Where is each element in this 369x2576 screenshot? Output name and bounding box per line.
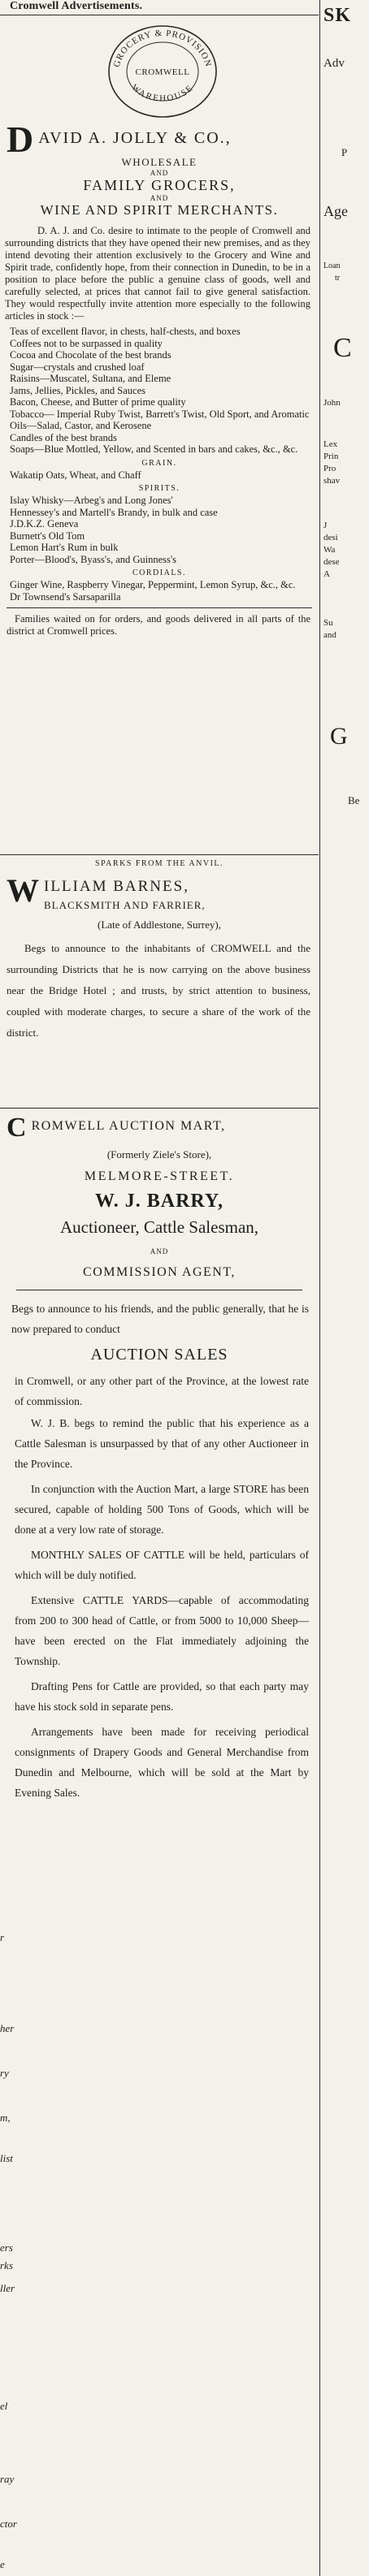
svg-text:CROMWELL: CROMWELL [135, 67, 190, 77]
cordials-heading: CORDIALS. [132, 568, 186, 577]
page-masthead: Cromwell Advertisements. [10, 0, 143, 12]
left-fragment-5: list [0, 2152, 13, 2164]
barnes-trade: BLACKSMITH AND FARRIER, [44, 899, 206, 911]
auction-p2: W. J. B. begs to remind the public that his experience as a Cattle Salesman is unsurpassed by that of any other Auctioneer in the Province. [15, 1417, 309, 1470]
left-fragment-2: her [0, 2022, 15, 2034]
separator-2 [0, 1108, 319, 1109]
jolly-wholesale: WHOLESALE [121, 156, 198, 168]
auction-p3: In conjunction with the Auction Mart, a large STORE has been secured, capable of holding 500 Tons of Goods, which will be done at a very low rate of storage. [15, 1483, 309, 1536]
item-brandy: Hennessey's and Martell's Brandy, in bulk and case [10, 506, 218, 518]
item-jams: Jams, Jellies, Pickles, and Sauces [10, 384, 145, 396]
right-fragment-sk: SK [323, 5, 352, 26]
spirits-heading: SPIRITS. [138, 484, 180, 493]
barnes-motto: SPARKS FROM THE ANVIL. [94, 859, 224, 868]
drop-cap: D [7, 119, 34, 160]
left-fragment-11: ctor [0, 2518, 17, 2530]
auction-advert [0, 1114, 319, 1803]
item-rum: Lemon Hart's Rum in bulk [10, 542, 119, 553]
barnes-origin: (Late of Addlestone, Surrey), [98, 918, 221, 931]
right-fragment-su: Su and [323, 618, 336, 640]
right-fragment-tr: tr [335, 274, 341, 283]
left-fragment-6: ers [0, 2241, 13, 2254]
barnes-body: Begs to announce to the inhabitants of CROMWELL and the surrounding Districts that he is now carrying on the above business near the Bridge Hotel ; and trusts, by strict attention to business, coupled with moderate charges, to secure a share of the work of the district. [7, 942, 310, 1039]
auction-begs: Begs to announce to his friends, and the public generally, that he is now prepared to conduct [11, 1303, 309, 1335]
left-fragment-9: el [0, 2400, 8, 2412]
left-fragment-8: ller [0, 2282, 15, 2294]
separator-1 [0, 854, 319, 855]
auction-sales: AUCTION SALES [90, 1346, 228, 1364]
item-soaps: Soaps—Blue Mottled, Yellow, and Scented in bars and cakes, &c., &c. [10, 443, 298, 455]
svg-text:GROCERY & PROVISION: GROCERY & PROVISION [111, 28, 214, 69]
right-fragment-john: John [323, 398, 341, 408]
item-tom: Burnett's Old Tom [10, 529, 85, 542]
item-porter: Porter—Blood's, Byass's, and Guinness's [10, 553, 177, 565]
item-geneva: J.D.K.Z. Geneva [10, 518, 79, 529]
right-fragment-p: P [341, 146, 348, 158]
jolly-advert [0, 119, 319, 638]
jolly-firm-name: AVID A. JOLLY & CO., [38, 129, 232, 147]
jolly-intro: D. A. J. and Co. desire to intimate to the people of Cromwell and surrounding districts that they have opened their new premises, and as they intend devoting their attention exclusively to the Grocery and Wine and Spirit trade, confidently hope, from their connection in Dunedin, to be in a position to place before the public a genuine class of goods, well and carefully selected, at prices that cannot fail to give general satisfaction. They would respectfully invite attention more especially to the following articles in stock :— [5, 225, 310, 322]
item-ginger-wine: Ginger Wine, Raspberry Vinegar, Peppermint, Lemon Syrup, &c., &c. [10, 579, 296, 590]
item-cocoa: Cocoa and Chocolate of the best brands [10, 349, 171, 361]
jolly-footer-rule [7, 607, 312, 608]
auction-in-cromwell: in Cromwell, or any other part of the Province, at the lowest rate of commission. [15, 1375, 309, 1407]
auction-former: (Formerly Ziele's Store), [106, 1148, 212, 1160]
left-fragment-3: ry [0, 2067, 9, 2079]
left-fragment-10: ray [0, 2473, 15, 2485]
right-fragment-lex: Lex Prin Pro shav [323, 439, 341, 486]
barnes-drop-cap: W [7, 872, 39, 909]
auction-p4: MONTHLY SALES OF CATTLE will be held, particulars of which will be duly notified. [15, 1549, 309, 1581]
auction-p7: Arrangements have been made for receiving periodical consignments of Drapery Goods and General Merchandise from Dunedin and Melbourne, which will be sold at the Mart by Evening Sales. [15, 1726, 309, 1799]
right-fragment-age: Age [323, 203, 348, 219]
auction-barry: W. J. BARRY, [94, 1191, 224, 1212]
left-fragment-4: m, [0, 2111, 11, 2124]
auction-title: ROMWELL AUCTION MART, [31, 1119, 226, 1133]
auction-p5: Extensive CATTLE YARDS—capable of accommodating from 200 to 300 head of Cattle, or from 5000 to 10,000 Sheep—have been erected on the Flat immediately adjoining the Township. [15, 1594, 309, 1667]
jolly-footer: Families waited on for orders, and goods delivered in all parts of the district at Cromwell prices. [7, 613, 310, 637]
left-fragment-1: r [0, 1931, 5, 1943]
barnes-name: ILLIAM BARNES, [44, 878, 189, 895]
right-fragment-g: G [330, 723, 348, 750]
left-fragment-7: rks [0, 2259, 13, 2271]
item-coffees: Coffees not to be surpassed in quality [10, 337, 163, 349]
grain-heading: GRAIN. [141, 458, 177, 468]
item-tobacco: Tobacco— Imperial Ruby Twist, Barrett's Twist, Old Sport, and Aromatic [10, 408, 310, 420]
jolly-and-1: AND [150, 169, 169, 177]
barnes-advert [0, 859, 319, 1044]
jolly-and-2: AND [150, 194, 169, 202]
item-sarsaparilla: Dr Townsend's Sarsaparilla [10, 590, 121, 603]
jolly-merchants: WINE AND SPIRIT MERCHANTS. [40, 202, 279, 218]
warehouse-seal [106, 23, 219, 120]
item-teas: Teas of excellent flavor, in chests, half-chests, and boxes [10, 326, 241, 337]
item-sugar: Sugar—crystals and crushed loaf [10, 361, 145, 373]
item-oils: Oils—Salad, Castor, and Kerosene [10, 420, 152, 431]
column-rule [319, 0, 320, 2576]
auction-drop-cap: C [7, 1113, 27, 1143]
auction-street: MELMORE-STREET. [84, 1169, 235, 1183]
auction-and: AND [150, 1247, 169, 1256]
auction-p6: Drafting Pens for Cattle are provided, so that each party may have his stock sold in separate pens. [15, 1680, 309, 1713]
auction-occupation: Auctioneer, Cattle Salesman, [59, 1217, 259, 1237]
item-candles: Candles of the best brands [10, 431, 117, 443]
item-whisky: Islay Whisky—Arbeg's and Long Jones' [10, 495, 173, 506]
right-fragment-adv: Adv [323, 57, 345, 70]
left-fragment-12: e [0, 2558, 5, 2570]
item-grain: Wakatip Oats, Wheat, and Chaff [10, 469, 141, 481]
jolly-family-grocers: FAMILY GROCERS, [83, 177, 236, 193]
item-bacon: Bacon, Cheese, and Butter of prime quality [10, 396, 186, 408]
right-fragment-c: C [333, 333, 352, 363]
right-fragment-loan: Loan [323, 261, 341, 270]
auction-agent: COMMISSION AGENT, [83, 1265, 236, 1279]
right-fragment-j: J desi Wa dese A [323, 521, 340, 579]
right-fragment-be: Be [348, 794, 360, 806]
item-raisins: Raisins—Muscatel, Sultana, and Eleme [10, 373, 171, 384]
svg-text:WAREHOUSE: WAREHOUSE [129, 82, 196, 104]
